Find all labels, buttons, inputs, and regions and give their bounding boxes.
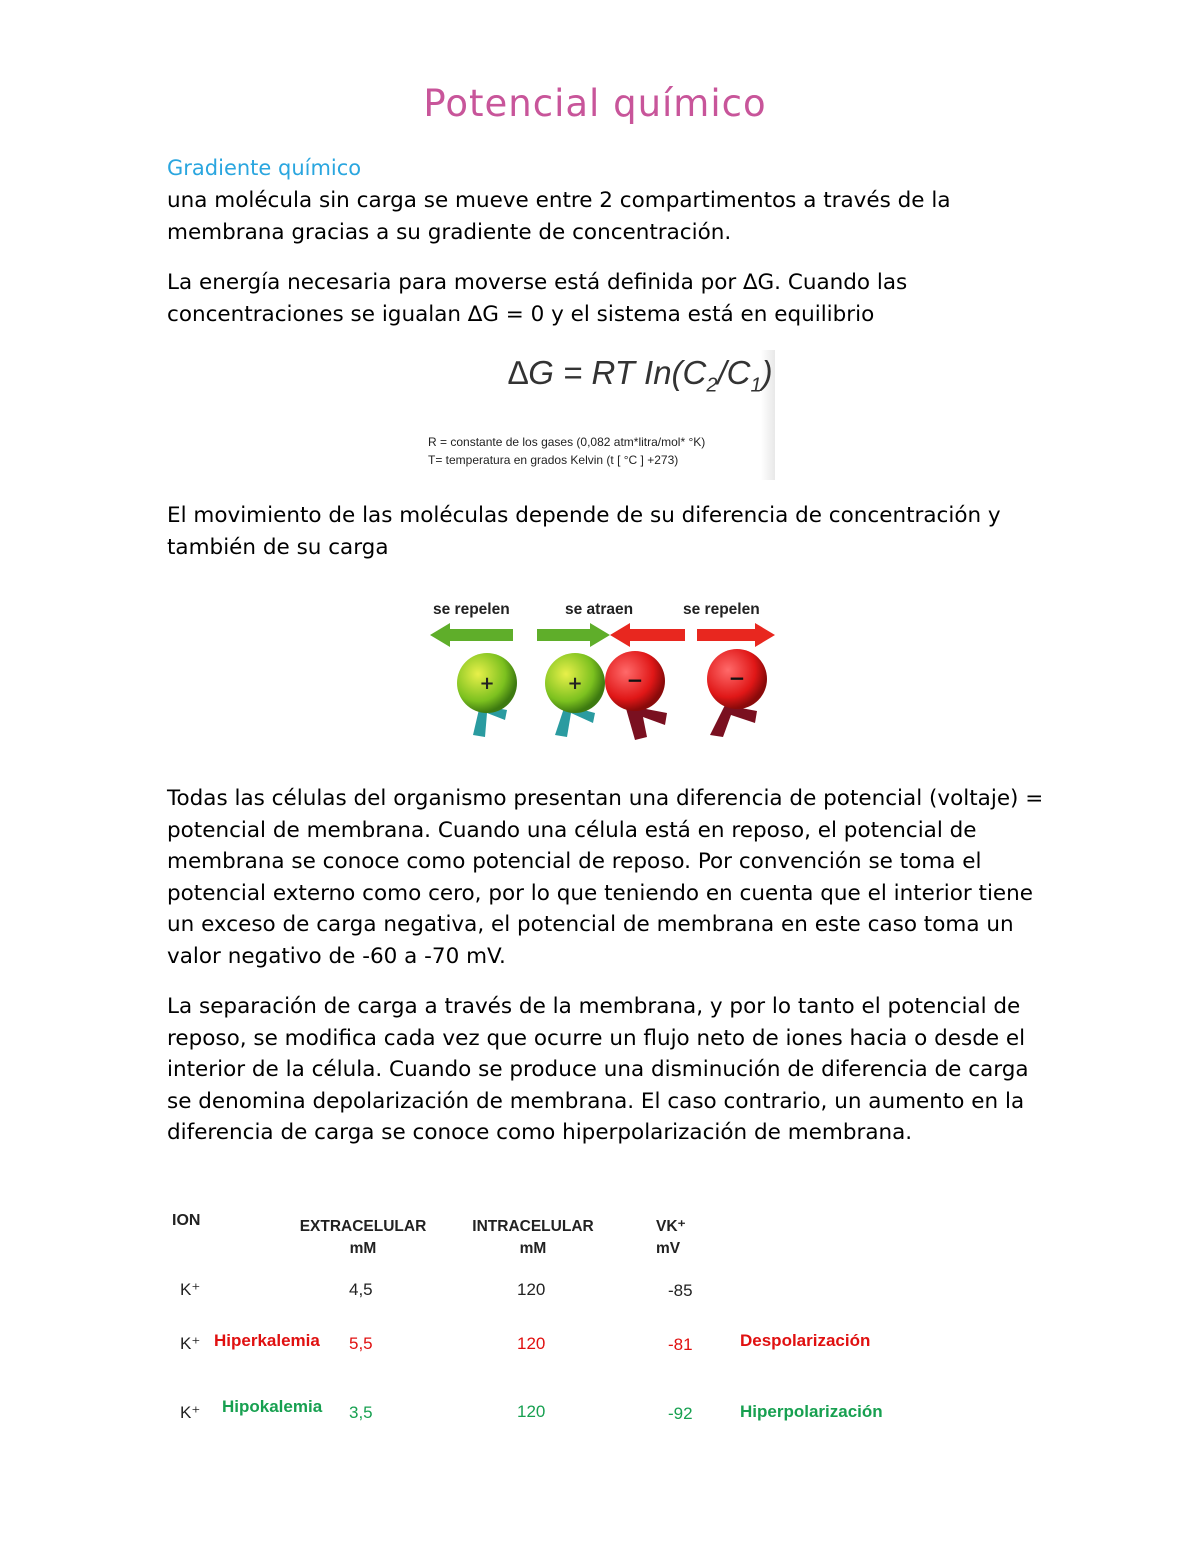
- label-repel-left: se repelen: [433, 601, 510, 618]
- svg-text:+: +: [567, 673, 583, 694]
- row2-effect: Despolarización: [740, 1331, 871, 1350]
- header-extracellular: EXTRACELULAR mM: [299, 1218, 427, 1257]
- arrow-mid-red: [610, 623, 685, 647]
- row3-intra: 120: [517, 1402, 546, 1421]
- section-subheading: Gradiente químico: [167, 156, 362, 180]
- positive-charge-figure-1: [457, 653, 517, 737]
- label-repel-right: se repelen: [683, 601, 760, 618]
- negative-charge-figure-2: [707, 649, 767, 737]
- header-intracellular: INTRACELULAR mM: [472, 1218, 594, 1257]
- paragraph-membrane-potential: Todas las células del organismo presentan una diferencia de potencial (voltaje) = potencial de membrana. Cuando una célula está en reposo, el potencial de membrana se conoce como potencial de reposo. Por convención se toma el potencial externo como cero, por lo que teniendo en cuenta que el interior tiene un exceso de carga negativa, el potencial de membrana en este caso toma un valor negativo de -60 a -70 mV.: [167, 786, 1044, 969]
- row2-label: Hiperkalemia: [214, 1331, 320, 1350]
- ion-table: [168, 1210, 928, 1440]
- paragraph-movement: El movimiento de las moléculas depende de su diferencia de concentración y también de su carga: [167, 503, 1001, 560]
- gibbs-equation: ∆G = RT $In(C_2/C_1)$: [508, 354, 773, 397]
- arrow-right-red: [697, 623, 775, 647]
- row1-ion: K⁺: [180, 1280, 201, 1299]
- arrow-left-green: [430, 623, 513, 647]
- paragraph-gradient: una molécula sin carga se mueve entre 2 compartimentos a través de la membrana gracias a su gradiente de concentración.: [167, 188, 951, 245]
- row3-ion: K⁺: [180, 1403, 201, 1422]
- paragraph-charge-separation: La separación de carga a través de la membrana, y por lo tanto el potencial de reposo, se modifica cada vez que ocurre un flujo neto de iones hacia o desde el interior de la célula. Cuando se produce una disminución de diferencia de carga se denomina depolarización de membrana. El caso contrario, un aumento en la diferencia de carga se conoce como hiperpolarización de membrana.: [167, 994, 1029, 1145]
- svg-text:+: +: [479, 673, 495, 694]
- header-ion: ION: [172, 1212, 201, 1229]
- formula-image: [420, 350, 775, 480]
- negative-charge-figure-1: [605, 651, 667, 740]
- formula-note-r: R = constante de los gases (0,082 atm*litra/mol* °K): [428, 435, 706, 449]
- row2-extra: 5,5: [349, 1334, 373, 1353]
- row2-ion: K⁺: [180, 1334, 201, 1353]
- row3-extra: 3,5: [349, 1403, 373, 1422]
- positive-charge-figure-2: [545, 653, 605, 737]
- row2-intra: 120: [517, 1334, 546, 1353]
- charges-illustration: [425, 595, 785, 755]
- header-vk: VK⁺ mV: [656, 1218, 686, 1257]
- paragraph-energy: La energía necesaria para moverse está definida por ∆G. Cuando las concentraciones se igualan ∆G = 0 y el sistema está en equilibrio: [167, 270, 908, 327]
- row1-intra: 120: [517, 1280, 546, 1299]
- label-attract: se atraen: [565, 601, 634, 618]
- arrow-mid-green: [537, 623, 610, 647]
- formula-note-t: T= temperatura en grados Kelvin (t [ °C ] +273): [428, 453, 679, 467]
- page-title: Potencial químico: [423, 82, 767, 125]
- row1-extra: 4,5: [349, 1280, 373, 1299]
- svg-text:−: −: [728, 666, 746, 690]
- row3-effect: Hiperpolarización: [740, 1402, 883, 1421]
- charges-svg: [425, 595, 785, 755]
- row1-vk: -85: [668, 1281, 693, 1300]
- row2-vk: -81: [668, 1335, 693, 1354]
- row3-label: Hipokalemia: [222, 1397, 323, 1416]
- row3-vk: -92: [668, 1404, 693, 1423]
- svg-text:−: −: [626, 668, 644, 692]
